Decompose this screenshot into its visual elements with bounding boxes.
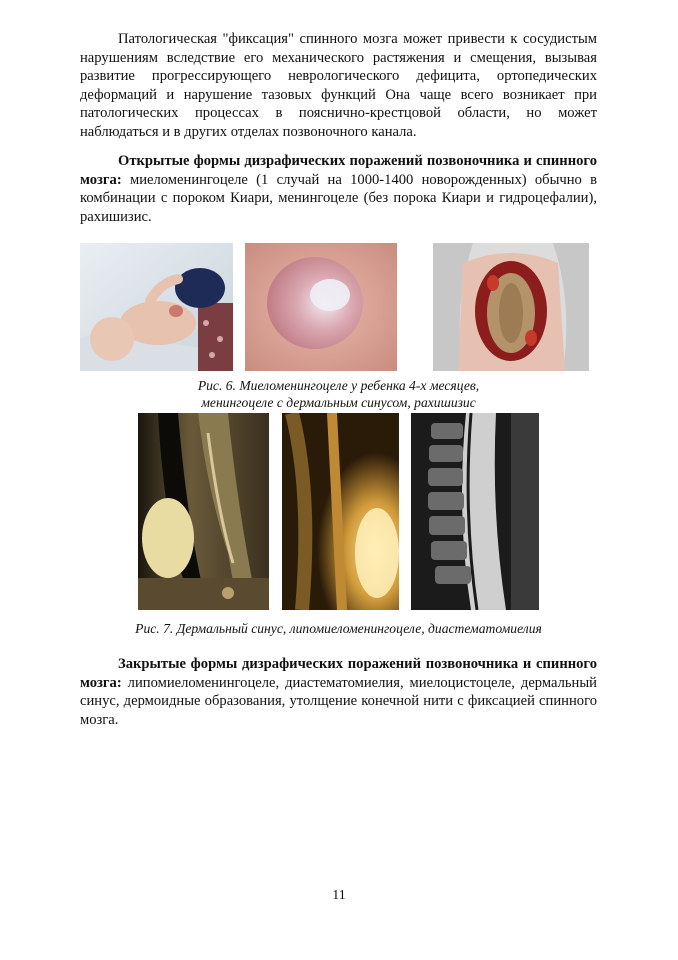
figure-7-caption-text: Рис. 7. Дермальный синус, липомиеломенингоцеле, диастематомиелия	[135, 621, 542, 636]
paragraph-open-forms	[80, 152, 597, 226]
page-number: 11	[332, 888, 346, 903]
closed-forms-text: липомиеломенингоцеле, диастематомиелия, миелоцистоцеле, дермальный синус, дермоидные образования, утолщение конечной нити с фиксацией спинного мозга.	[80, 674, 597, 728]
photo-rachischisis	[433, 243, 589, 371]
open-forms-text: миеломенингоцеле (1 случай на 1000-1400 новорожденных) обычно в комбинации с пороком Киари, менингоцеле (без порока Киари и гидроцефалии), рахишизис.	[80, 171, 597, 225]
figure-6-caption-line-1: Рис. 6. Миеломенингоцеле у ребенка 4-х месяцев,	[197, 378, 480, 393]
paragraph-text: Патологическая "фиксация" спинного мозга может привести к сосудистым нарушениям вследствие его механического растяжения и смещения, вызывая развитие прогрессирующего неврологического дефицита, ортопедических деформаций и нарушение тазовых функций Она чаще всего возникает при патологических процессах в пояснично-крестцовой области, но может наблюдаться и в других отделах позвоночного канала.	[80, 31, 597, 140]
figure-6-caption	[80, 377, 597, 411]
figure-6-caption-line-2: менингоцеле с дермальным синусом, рахишизис	[201, 395, 476, 410]
paragraph-closed-forms	[80, 655, 597, 729]
mri-diastematomyelia	[411, 413, 539, 610]
closed-forms-heading: Закрытые формы дизрафических поражений позвоночника и спинного мозга:	[80, 656, 597, 691]
paragraph-tethered-cord	[80, 30, 597, 142]
photo-meningocele	[245, 243, 397, 371]
mri-dermal-sinus	[138, 413, 269, 610]
figure-7-caption	[80, 620, 597, 637]
open-forms-heading: Открытые формы дизрафических поражений позвоночника и спинного мозга:	[80, 153, 597, 188]
photo-infant-myelomeningocele	[80, 243, 233, 371]
mri-lipomyelomeningocele	[282, 413, 399, 610]
